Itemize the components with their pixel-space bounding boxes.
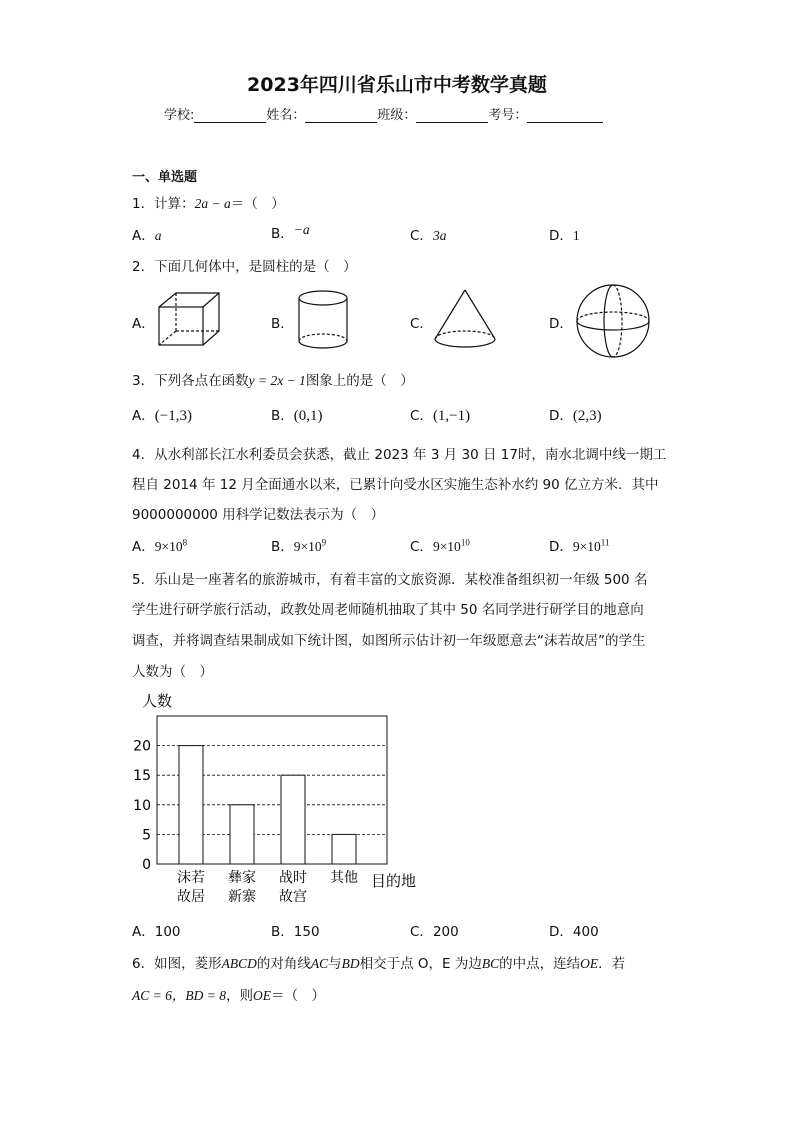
section-heading: 一、单选题 <box>132 170 198 185</box>
option-value: (2,3) <box>572 408 602 424</box>
x-tick-labels <box>177 869 358 905</box>
option-letter: C． <box>410 539 433 555</box>
q6-text: 与 <box>328 956 342 972</box>
q6-segment-oe: OE <box>252 988 271 1003</box>
option-exponent: 10 <box>460 537 470 548</box>
q5-option-d[interactable] <box>549 920 599 940</box>
bar-chart <box>120 686 440 908</box>
x-tick-label: 彝家 <box>228 870 256 886</box>
option-value: a <box>154 228 162 243</box>
q6-line-1 <box>132 952 625 972</box>
option-letter: C． <box>410 228 433 244</box>
q6-line-2 <box>132 984 325 1004</box>
student-info-line <box>164 104 603 123</box>
option-letter: B． <box>271 226 294 242</box>
q4-option-a[interactable] <box>132 535 187 555</box>
q2-option-a[interactable]: A． <box>132 316 155 332</box>
q3-stem <box>132 369 414 389</box>
cone-icon[interactable] <box>432 287 498 351</box>
q5-line-1: 5．乐山是一座著名的旅游城市，有着丰富的文旅资源．某校准备组织初一年级 500 名 <box>132 572 648 588</box>
option-letter: D． <box>549 228 573 244</box>
q2-option-d[interactable]: D． <box>549 316 573 332</box>
q4-line-3: 9000000000 用科学记数法表示为（ ） <box>132 507 385 523</box>
option-base: 9×10 <box>432 539 461 554</box>
option-value: 200 <box>432 924 459 940</box>
q4-option-c[interactable] <box>410 535 470 555</box>
option-letter: D． <box>549 408 573 424</box>
q6-diagonal-ac: AC <box>310 956 329 971</box>
class-label: 班级： <box>377 108 417 123</box>
q6-text: 6．如图，菱形 <box>132 956 222 972</box>
option-value: (0,1) <box>293 408 323 424</box>
q5-option-a[interactable] <box>132 920 181 940</box>
option-value: 100 <box>154 924 181 940</box>
q1-expr: 2a − a <box>194 196 231 211</box>
option-value: (1,−1) <box>432 408 471 424</box>
q6-rhombus-name: ABCD <box>221 956 257 971</box>
q6-text: 的对角线 <box>256 956 311 972</box>
q2-option-b[interactable]: B． <box>271 316 294 332</box>
x-tick-label: 故宫 <box>279 889 307 905</box>
option-letter: D． <box>549 539 573 555</box>
option-letter: A． <box>132 228 155 244</box>
q3-option-b[interactable] <box>271 404 323 425</box>
x-tick-label: 战时 <box>279 870 307 886</box>
chart-xlabel: 目的地 <box>371 872 417 890</box>
x-tick-label: 新寨 <box>228 889 256 905</box>
exam-no-blank <box>527 108 603 123</box>
class-blank <box>416 108 488 123</box>
bar-2 <box>281 775 305 864</box>
option-letter: B． <box>271 924 294 940</box>
y-tick-labels <box>133 739 151 873</box>
option-letter: A． <box>132 539 155 555</box>
option-letter: C． <box>410 408 433 424</box>
option-exponent: 11 <box>600 537 610 548</box>
name-label: 姓名： <box>266 108 306 123</box>
q5-line-4: 人数为（ ） <box>132 664 213 680</box>
chart-ylabel: 人数 <box>142 692 173 710</box>
q1-option-d[interactable] <box>549 224 580 244</box>
page-title: 2023年四川省乐山市中考数学真题 <box>247 74 547 96</box>
q1-stem-text: 1．计算： <box>132 196 195 212</box>
y-tick-label: 0 <box>142 857 151 873</box>
option-value: 3a <box>432 228 447 243</box>
cube-icon[interactable] <box>156 290 224 348</box>
option-exponent: 8 <box>182 537 188 548</box>
q3-option-c[interactable] <box>410 404 470 425</box>
option-letter: A． <box>132 924 155 940</box>
option-value: (−1,3) <box>154 408 192 424</box>
sphere-icon[interactable] <box>573 283 653 359</box>
q6-text: ，则 <box>225 988 253 1004</box>
bar-0 <box>179 746 203 864</box>
option-letter: D． <box>549 924 573 940</box>
cylinder-icon[interactable] <box>296 289 350 351</box>
option-base: 9×10 <box>572 539 601 554</box>
q3-function: y = 2x − 1 <box>248 373 306 388</box>
option-letter: B． <box>271 408 294 424</box>
q6-text: 的中点，连结 <box>499 956 581 972</box>
q5-option-c[interactable] <box>410 920 459 940</box>
y-tick-label: 15 <box>133 768 151 785</box>
option-letter: B． <box>271 539 294 555</box>
q3-option-a[interactable] <box>132 404 192 425</box>
school-label: 学校: <box>164 108 195 123</box>
q4-option-b[interactable] <box>271 535 326 555</box>
q6-text: 相交于点 O，E 为边 <box>359 956 482 972</box>
q1-stem <box>132 192 285 212</box>
school-blank <box>194 108 266 123</box>
option-base: 9×10 <box>154 539 183 554</box>
q6-side-bc: BC <box>481 956 500 971</box>
q1-option-c[interactable] <box>410 224 446 244</box>
q3-stem-pre: 3．下列各点在函数 <box>132 373 249 389</box>
option-letter: C． <box>410 924 433 940</box>
q6-diagonal-bd: BD <box>341 956 360 971</box>
option-exponent: 9 <box>321 537 327 548</box>
q5-line-2: 学生进行研学旅行活动，政教处周老师随机抽取了其中 50 名同学进行研学目的地意向 <box>132 602 644 618</box>
option-value: 1 <box>572 228 580 243</box>
bar-3 <box>332 834 356 864</box>
q2-option-c[interactable]: C． <box>410 316 433 332</box>
q4-option-d[interactable] <box>549 535 609 555</box>
bar-1 <box>230 805 254 864</box>
option-base: 9×10 <box>293 539 322 554</box>
q3-option-d[interactable] <box>549 404 602 425</box>
name-blank <box>305 108 377 123</box>
x-tick-label: 其他 <box>330 870 358 886</box>
option-letter: A． <box>132 408 155 424</box>
option-value: 150 <box>293 924 320 940</box>
x-tick-label: 故居 <box>177 889 205 905</box>
q6-text: ．若 <box>598 956 626 972</box>
q1-option-a[interactable] <box>132 224 162 244</box>
q5-line-3: 调查，并将调查结果制成如下统计图，如图所示估计初一年级愿意去“沫若故居”的学生 <box>132 633 646 649</box>
option-value: 400 <box>572 924 599 940</box>
q4-line-1: 4．从水利部长江水利委员会获悉，截止 2023 年 3 月 30 日 17时，南水北调中线一期工 <box>132 447 667 463</box>
q4-line-2: 程自 2014 年 12 月全面通水以来，已累计向受水区实施生态补水约 90 亿立方米．其中 <box>132 477 659 493</box>
q2-stem: 2．下面几何体中，是圆柱的是（ ） <box>132 259 357 275</box>
y-tick-label: 20 <box>133 738 151 755</box>
q6-text: ＝（ ） <box>270 988 325 1004</box>
q1-tail: ＝（ ） <box>230 196 285 212</box>
x-tick-label: 沫若 <box>177 870 205 886</box>
q1-option-b[interactable] <box>271 222 310 242</box>
q6-segment-oe: OE <box>580 956 599 971</box>
y-tick-label: 10 <box>133 797 151 814</box>
q3-stem-post: 图象上的是（ ） <box>305 373 414 389</box>
option-value: −a <box>293 222 310 237</box>
y-tick-label: 5 <box>142 827 151 844</box>
exam-no-label: 考号： <box>488 108 528 123</box>
q5-option-b[interactable] <box>271 920 320 940</box>
q6-given-values: AC = 6，BD = 8 <box>132 988 226 1003</box>
